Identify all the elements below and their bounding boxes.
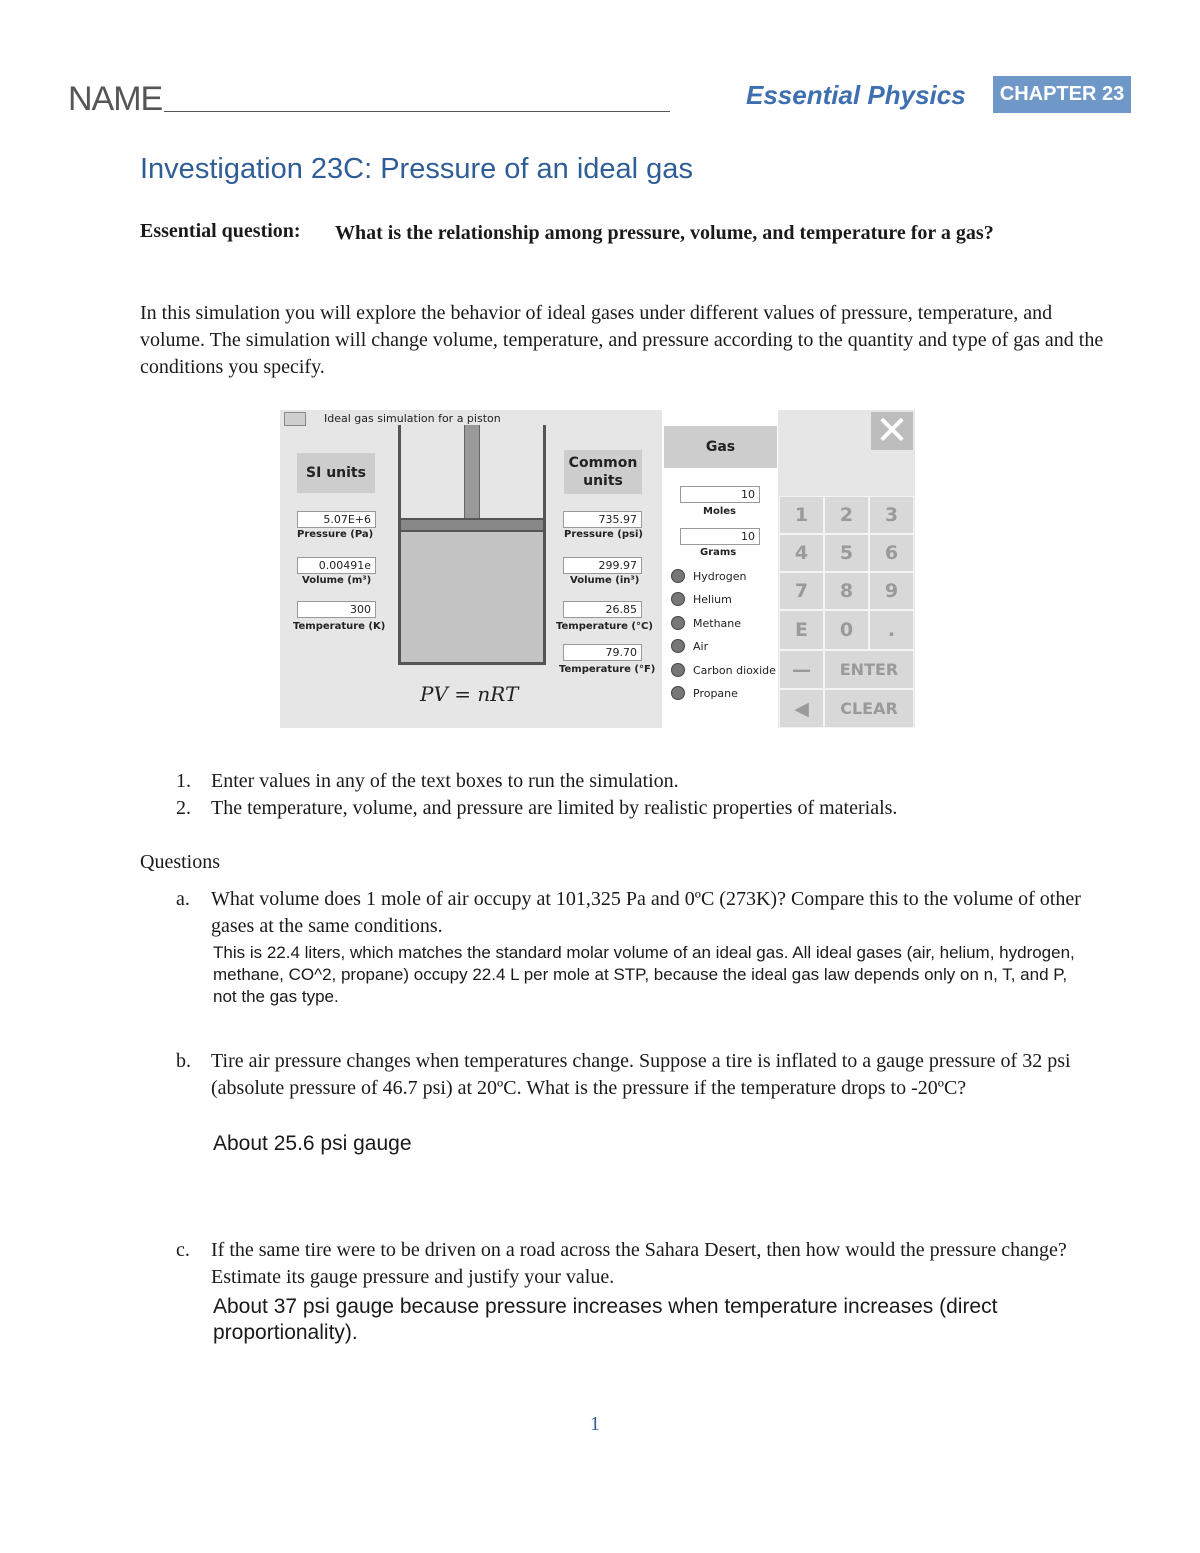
key-8[interactable]: 8 bbox=[824, 572, 869, 610]
questions-heading: Questions bbox=[140, 851, 220, 873]
hydrogen-radio[interactable] bbox=[671, 569, 685, 583]
key-4[interactable]: 4 bbox=[779, 534, 824, 572]
clear-button[interactable]: CLEAR bbox=[824, 689, 914, 728]
key-3[interactable]: 3 bbox=[869, 496, 914, 534]
backspace-icon[interactable]: ◀ bbox=[779, 689, 824, 728]
key-1[interactable]: 1 bbox=[779, 496, 824, 534]
key-2[interactable]: 2 bbox=[824, 496, 869, 534]
si-pressure-input[interactable]: 5.07E+6 bbox=[297, 511, 376, 528]
enter-button[interactable]: ENTER bbox=[824, 650, 914, 689]
key-0[interactable]: 0 bbox=[824, 610, 869, 650]
step-number-2: 2. bbox=[176, 797, 191, 819]
question-c-letter: c. bbox=[176, 1239, 190, 1261]
key-decimal[interactable]: . bbox=[869, 610, 914, 650]
carbon-dioxide-radio[interactable] bbox=[671, 663, 685, 677]
key-minus[interactable]: — bbox=[779, 650, 824, 689]
common-pressure-label: Pressure (psi) bbox=[564, 529, 643, 540]
helium-label: Helium bbox=[693, 593, 732, 606]
ideal-gas-formula: PV = nRT bbox=[420, 682, 519, 706]
common-temperature-f-input[interactable]: 79.70 bbox=[563, 644, 642, 661]
page-title: Investigation 23C: Pressure of an ideal gas bbox=[140, 153, 693, 185]
propane-radio[interactable] bbox=[671, 686, 685, 700]
moles-input[interactable]: 10 bbox=[680, 486, 760, 503]
question-c-answer: About 37 psi gauge because pressure increases when temperature increases (direct proportionality). bbox=[213, 1295, 998, 1344]
key-6[interactable]: 6 bbox=[869, 534, 914, 572]
key-e[interactable]: E bbox=[779, 610, 824, 650]
methane-radio[interactable] bbox=[671, 616, 685, 630]
air-label: Air bbox=[693, 640, 709, 653]
piston-rod bbox=[464, 425, 480, 518]
common-pressure-input[interactable]: 735.97 bbox=[563, 511, 642, 528]
question-a-text: What volume does 1 mole of air occupy at 101,325 Pa and 0ºC (273K)? Compare this to the volume of other gases at the same conditions. bbox=[211, 888, 1081, 937]
name-label: NAME bbox=[68, 80, 163, 118]
si-temperature-label: Temperature (K) bbox=[293, 621, 386, 632]
gas-heading: Gas bbox=[664, 426, 777, 468]
carbon-dioxide-label: Carbon dioxide bbox=[693, 664, 776, 677]
common-volume-label: Volume (in³) bbox=[570, 575, 640, 586]
key-9[interactable]: 9 bbox=[869, 572, 914, 610]
grams-label: Grams bbox=[700, 547, 737, 558]
simulation-panel bbox=[280, 410, 915, 728]
helium-radio[interactable] bbox=[671, 592, 685, 606]
close-icon[interactable]: ✕ bbox=[871, 412, 913, 450]
brand-logo: Essential Physics bbox=[746, 80, 966, 110]
common-temperature-c-label: Temperature (°C) bbox=[556, 621, 653, 632]
intro-paragraph: In this simulation you will explore the behavior of ideal gases under different values of pressure, temperature, and volume. The simulation will change volume, temperature, and pressure according to the quantity and type of gas and the conditions you specify. bbox=[140, 302, 1104, 378]
question-b-text: Tire air pressure changes when temperatures change. Suppose a tire is inflated to a gauge pressure of 32 psi (absolute pressure of 46.7 psi) at 20ºC. What is the pressure if the temperature drops to -20ºC? bbox=[211, 1050, 1071, 1099]
common-temperature-c-input[interactable]: 26.85 bbox=[563, 601, 642, 618]
question-a-answer: This is 22.4 liters, which matches the standard molar volume of an ideal gas. All ideal gases (air, helium, hydrogen, methane, CO^2, propane) occupy 22.4 L per mole at STP, because the ideal gas law depends only on n, T, and P, not the gas type. bbox=[213, 943, 1075, 1006]
window-title: Ideal gas simulation for a piston bbox=[324, 412, 501, 425]
si-temperature-input[interactable]: 300 bbox=[297, 601, 376, 618]
name-line bbox=[164, 111, 670, 112]
si-pressure-label: Pressure (Pa) bbox=[297, 529, 374, 540]
chapter-badge: CHAPTER 23 bbox=[993, 76, 1131, 113]
si-units-button[interactable]: SI units bbox=[297, 453, 375, 493]
hydrogen-label: Hydrogen bbox=[693, 570, 747, 583]
grams-input[interactable]: 10 bbox=[680, 528, 760, 545]
step-1: Enter values in any of the text boxes to run the simulation. bbox=[211, 770, 679, 792]
moles-label: Moles bbox=[703, 506, 736, 517]
si-volume-input[interactable]: 0.00491e bbox=[297, 557, 376, 574]
question-b-answer: About 25.6 psi gauge bbox=[213, 1132, 412, 1155]
essential-question-text: What is the relationship among pressure, volume, and temperature for a gas? bbox=[335, 222, 994, 244]
page-number: 1 bbox=[590, 1413, 600, 1435]
key-5[interactable]: 5 bbox=[824, 534, 869, 572]
piston[interactable] bbox=[401, 518, 543, 532]
question-c-text: If the same tire were to be driven on a road across the Sahara Desert, then how would the pressure change? Estimate its gauge pressure and justify your value. bbox=[211, 1239, 1067, 1288]
methane-label: Methane bbox=[693, 617, 742, 630]
key-7[interactable]: 7 bbox=[779, 572, 824, 610]
common-temperature-f-label: Temperature (°F) bbox=[559, 664, 656, 675]
common-units-button[interactable]: Common units bbox=[564, 450, 642, 494]
app-icon bbox=[284, 412, 306, 426]
common-volume-input[interactable]: 299.97 bbox=[563, 557, 642, 574]
question-a-letter: a. bbox=[176, 888, 190, 910]
step-2: The temperature, volume, and pressure are limited by realistic properties of materials. bbox=[211, 797, 898, 819]
gas-volume bbox=[401, 528, 543, 662]
step-number-1: 1. bbox=[176, 770, 191, 792]
air-radio[interactable] bbox=[671, 639, 685, 653]
propane-label: Propane bbox=[693, 687, 738, 700]
essential-question-label: Essential question: bbox=[140, 220, 301, 242]
question-b-letter: b. bbox=[176, 1050, 191, 1072]
si-volume-label: Volume (m³) bbox=[302, 575, 372, 586]
